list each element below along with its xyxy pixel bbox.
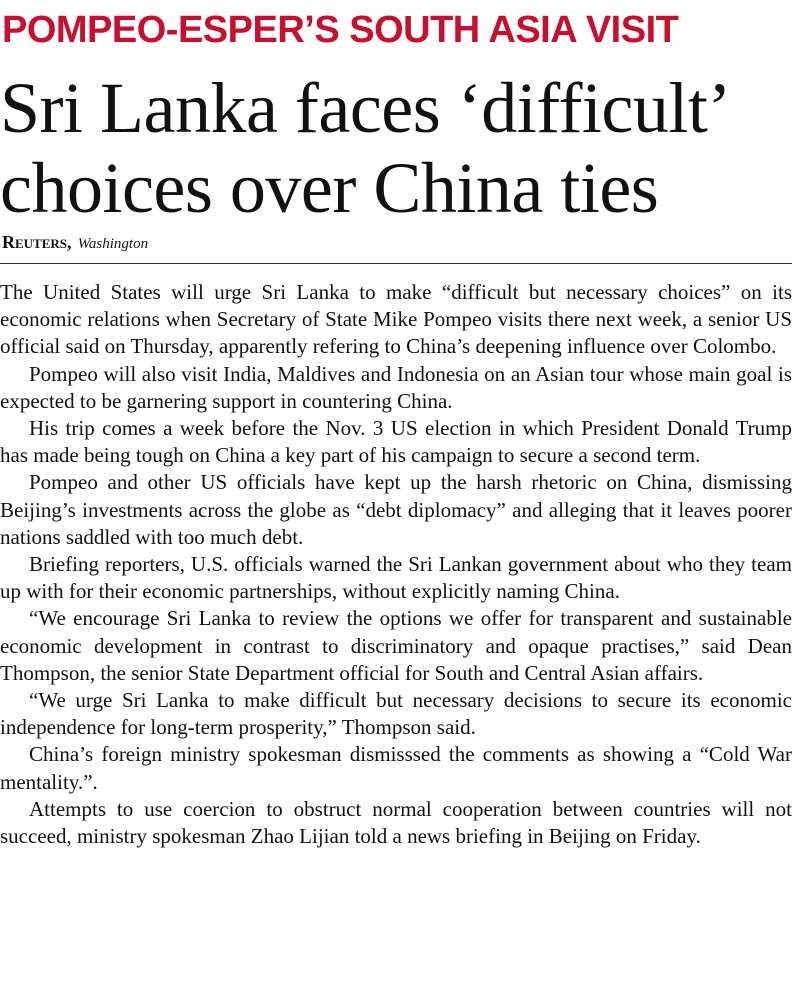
article-paragraph: Pompeo will also visit India, Maldives and Indonesia on an Asian tour whose main goal is expected to be garnering support in countering China.	[0, 361, 792, 413]
byline	[2, 232, 148, 254]
article-paragraph: His trip comes a week before the Nov. 3 US election in which President Donald Trump has made being tough on China a key part of his campaign to secure a second term.	[0, 416, 792, 468]
byline-divider	[0, 263, 792, 264]
article-paragraph: “We encourage Sri Lanka to review the options we offer for transparent and sustainable economic development in contrast to discriminatory and opaque practises,” said Dean Thompson, the senior State Department official for South and Central Asian affairs.	[0, 606, 792, 685]
article-paragraph: Attempts to use coercion to obstruct normal cooperation between countries will not succeed, ministry spokesman Zhao Lijian told a news briefing in Beijing on Friday.	[0, 796, 792, 849]
article-paragraph: Briefing reporters, U.S. officials warned the Sri Lankan government about who they team up with for their economic partnerships, without explicitly naming China.	[0, 552, 792, 604]
article-paragraph: The United States will urge Sri Lanka to make “difficult but necessary choices” on its economic relations when Secretary of State Mike Pompeo visits there next week, a senior US official said on Thursday, apparently refering to China’s deepening influence over Colombo.	[0, 280, 792, 359]
article-paragraph: Pompeo and other US officials have kept up the harsh rhetoric on China, dismissing Beijing’s investments across the globe as “debt diplomacy” and alleging that it leaves poorer nations saddled with too much debt.	[0, 470, 792, 549]
headline-line-1: Sri Lanka faces ‘difficult’	[0, 68, 731, 148]
article-paragraph: China’s foreign ministry spokesman dismisssed the comments as showing a “Cold War mentality.”.	[0, 742, 792, 794]
article-paragraph: “We urge Sri Lanka to make difficult but necessary decisions to secure its economic independence for long-term prosperity,” Thompson said.	[0, 688, 792, 740]
headline-line-2: choices over China ties	[0, 148, 659, 228]
byline-agency: Reuters,	[2, 232, 72, 252]
byline-dateline: Washington	[77, 236, 149, 252]
article-body	[0, 279, 792, 850]
headline	[0, 68, 792, 228]
section-kicker: POMPEO-ESPER’S SOUTH ASIA VISIT	[2, 9, 679, 51]
